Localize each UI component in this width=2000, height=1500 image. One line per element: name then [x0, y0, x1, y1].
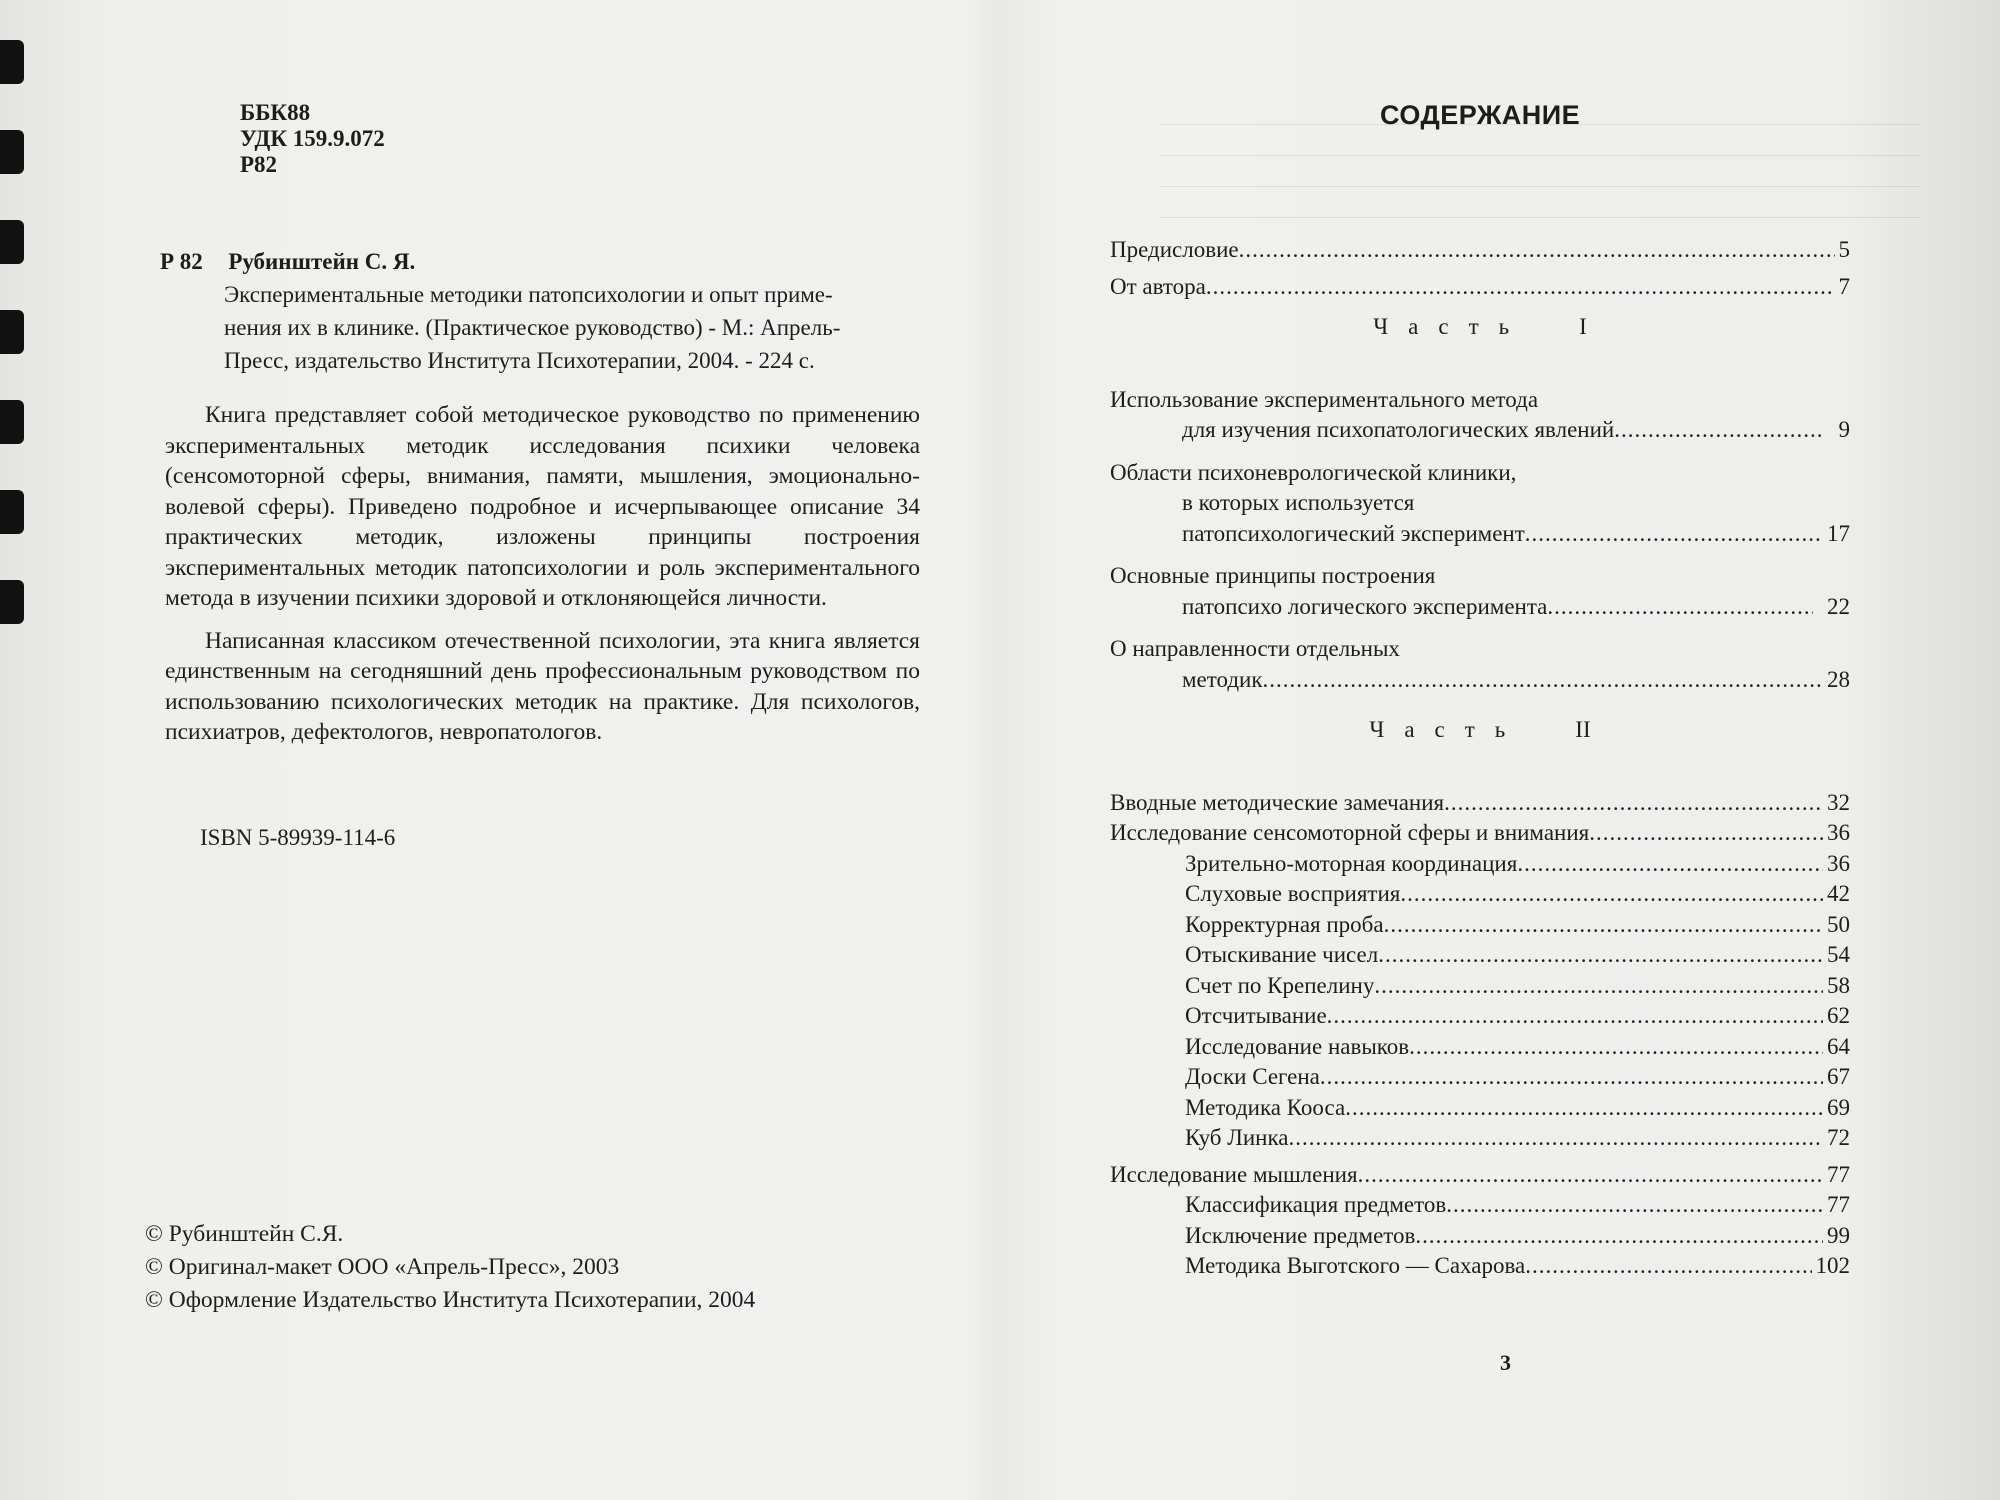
toc-page-number: 9: [1838, 417, 1850, 442]
part-two-entries: [1110, 788, 1850, 1282]
toc-entry: [1110, 849, 1850, 880]
binding-ring: [0, 310, 24, 354]
toc-entry-text: Области психоневрологической клиники,: [1110, 459, 1517, 485]
record-description: [224, 278, 930, 377]
toc-page-number: 72: [1827, 1125, 1850, 1150]
toc-leader: [1517, 849, 1823, 880]
toc-entry-text: методик: [1182, 666, 1263, 692]
toc-entry: [1110, 1093, 1850, 1124]
toc-page-number: 99: [1827, 1222, 1850, 1248]
toc-page-number: 36: [1827, 850, 1850, 876]
toc-entry: [1110, 1001, 1850, 1032]
toc-entry: [1110, 879, 1850, 910]
record-code: Р 82: [160, 249, 203, 274]
binding-ring: [0, 580, 24, 624]
binding-ring: [0, 400, 24, 444]
spiral-binding: [0, 40, 26, 1360]
toc-leader: [1374, 971, 1823, 1002]
toc-leader: [1409, 1032, 1823, 1063]
toc-leader: [1358, 1160, 1823, 1191]
toc-leader: [1378, 940, 1823, 971]
toc-entry: [1110, 1221, 1850, 1252]
toc-page-number: 50: [1827, 911, 1850, 937]
toc-entry: [1110, 788, 1850, 819]
record-line: нения их в клинике. (Практическое руководство) - М.: Апрель-: [224, 315, 841, 340]
bbk-code: ББК88: [240, 100, 311, 125]
author-mark: Р82: [240, 152, 278, 177]
toc-entry-text: Предисловие: [1110, 237, 1239, 262]
toc-entry-preface: [1110, 235, 1850, 266]
part-heading: [1110, 715, 1850, 746]
toc-leader: [1444, 788, 1823, 819]
toc-entry-text: Методика Выготского — Сахарова: [1185, 1253, 1526, 1278]
toc-entry: [1110, 519, 1850, 550]
toc-entry-text: Корректурная проба: [1185, 911, 1384, 937]
toc-entry-from-author: [1110, 272, 1850, 303]
toc-page-number: 28: [1827, 666, 1850, 692]
toc-page-number: 5: [1838, 237, 1850, 262]
copyright-line: © Оригинал-макет ООО «Апрель-Пресс», 2003: [145, 1254, 620, 1280]
binding-ring: [0, 40, 24, 84]
table-of-contents: [1110, 235, 1850, 1282]
toc-page-number: 69: [1827, 1094, 1850, 1120]
record-author: Рубинштейн С. Я.: [228, 249, 416, 274]
binding-ring: [0, 220, 24, 264]
toc-page-number: 67: [1827, 1064, 1850, 1089]
toc-leader: [1327, 1001, 1823, 1032]
toc-leader: [1614, 415, 1824, 446]
toc-leader: [1384, 910, 1823, 941]
toc-entry: [1110, 910, 1850, 941]
toc-entry-text: Куб Линка: [1185, 1125, 1289, 1150]
toc-leader: [1400, 879, 1823, 910]
toc-leader: [1206, 272, 1835, 303]
toc-entry-text: От автора: [1110, 273, 1206, 299]
toc-page-number: 54: [1827, 942, 1850, 967]
toc-entry-text: Классификация предметов: [1185, 1192, 1447, 1217]
isbn: ISBN 5-89939-114-6: [200, 825, 396, 850]
toc-entry: [1110, 818, 1850, 849]
toc-leader: [1525, 1251, 1811, 1282]
toc-leader: [1239, 235, 1835, 266]
toc-entry: [1110, 971, 1850, 1002]
copyright-line: © Оформление Издательство Института Психотерапии, 2004: [145, 1287, 756, 1313]
toc-entry: [1110, 1062, 1850, 1093]
part-number: II: [1575, 717, 1591, 742]
bibliographic-record: [160, 245, 930, 377]
toc-page-number: 17: [1827, 520, 1850, 546]
toc-entry-text: Вводные методические замечания: [1110, 789, 1445, 815]
toc-entry-text: Использование экспериментального метода: [1110, 386, 1539, 412]
toc-entry-text: Исследование мышления: [1110, 1161, 1358, 1187]
toc-entry-text: патопсихологический эксперимент: [1182, 520, 1525, 546]
toc-page-number: 7: [1838, 273, 1850, 299]
toc-leader: [1263, 665, 1823, 696]
toc-entry: [1110, 1123, 1850, 1154]
toc-entry-text: Исключение предметов: [1185, 1222, 1416, 1248]
toc-leader: [1289, 1123, 1823, 1154]
toc-entry-text: Отыскивание чисел: [1185, 942, 1379, 967]
toc-entry: [1110, 1190, 1850, 1221]
toc-entry-text: Методика Кооса: [1185, 1094, 1346, 1120]
toc-entry-text: для изучения психопатологических явлений: [1182, 417, 1615, 442]
toc-page-number: 102: [1815, 1253, 1850, 1278]
part-heading: [1110, 312, 1850, 343]
toc-page-number: 58: [1827, 972, 1850, 998]
toc-page-number: 62: [1827, 1003, 1850, 1028]
annotation: [165, 400, 920, 760]
toc-page-number: 32: [1827, 789, 1850, 815]
toc-page-number: 36: [1827, 820, 1850, 845]
part-label: Часть: [1373, 314, 1530, 339]
toc-leader: [1446, 1190, 1823, 1221]
copyright-block: [145, 1218, 755, 1317]
toc-entry-text: Счет по Крепелину: [1185, 972, 1375, 998]
toc-entry-text: Зрительно-моторная координация: [1185, 850, 1518, 876]
binding-ring: [0, 130, 24, 174]
toc-leader: [1589, 818, 1823, 849]
toc-entry-text: Слуховые восприятия: [1185, 881, 1401, 906]
toc-page-number: 42: [1827, 881, 1850, 906]
toc-entry-text: в которых используется: [1182, 490, 1415, 515]
copyright-line: © Рубинштейн С.Я.: [145, 1221, 344, 1247]
record-line: Экспериментальные методики патопсихологии и опыт приме-: [224, 282, 833, 307]
toc-entry: [1110, 1032, 1850, 1063]
toc-entry: [1110, 1251, 1850, 1282]
toc-leader: [1320, 1062, 1823, 1093]
toc-entry: [1110, 665, 1850, 696]
toc-entry: [1110, 592, 1850, 623]
toc-entry-text: патопсихо логического эксперимента: [1182, 593, 1548, 619]
part-label: Часть: [1369, 717, 1526, 742]
toc-entry: [1110, 1160, 1850, 1191]
part-number: I: [1579, 314, 1587, 339]
annotation-paragraph: Написанная классиком отечественной психологии, эта книга является единственным на сегодняшний день профессиональным руководством по использованию психологических методик на практике. Для психологов, психиатров, дефектологов, невропатологов.: [165, 627, 920, 745]
toc-leader: [1525, 519, 1823, 550]
toc-entry: [1110, 940, 1850, 971]
toc-page-number: 64: [1827, 1033, 1850, 1059]
toc-page-number: 77: [1827, 1161, 1850, 1187]
page-number: 3: [1500, 1350, 1511, 1375]
toc-leader: [1547, 592, 1813, 623]
record-line: Пресс, издательство Института Психотерапии, 2004. - 224 с.: [224, 348, 815, 373]
toc-entry: [1110, 415, 1850, 446]
binding-ring: [0, 490, 24, 534]
toc-page-number: 77: [1827, 1192, 1850, 1217]
toc-leader: [1345, 1093, 1823, 1124]
toc-entry-text: Доски Сегена: [1185, 1064, 1320, 1089]
toc-entry-text: Исследование навыков: [1185, 1033, 1410, 1059]
toc-entry-text: Основные принципы построения: [1110, 563, 1436, 588]
toc-entry-text: Отсчитывание: [1185, 1003, 1327, 1028]
record-heading: [160, 245, 930, 278]
toc-page-number: 22: [1827, 593, 1850, 619]
toc-entry-text: О направленности отдельных: [1110, 636, 1400, 661]
toc-entry-text: Исследование сенсомоторной сферы и внимания: [1110, 820, 1590, 845]
contents-title: СОДЕРЖАНИЕ: [1380, 100, 1581, 130]
toc-leader: [1415, 1221, 1823, 1252]
udk-code: УДК 159.9.072: [240, 126, 385, 151]
annotation-paragraph: Книга представляет собой методическое руководство по применению экспериментальных методик исследования психики человека (сенсомоторной сферы, внимания, памяти, мышления, эмоционально-волевой сферы). Приведено подробное и исчерпывающее описание 34 практических методик, изложены принципы построения экспериментальных методик патопсихологии и роль экспериментального метода в изучении психики здоровой и отклоняющейся личности.: [165, 402, 920, 611]
classification-codes: [240, 100, 385, 178]
